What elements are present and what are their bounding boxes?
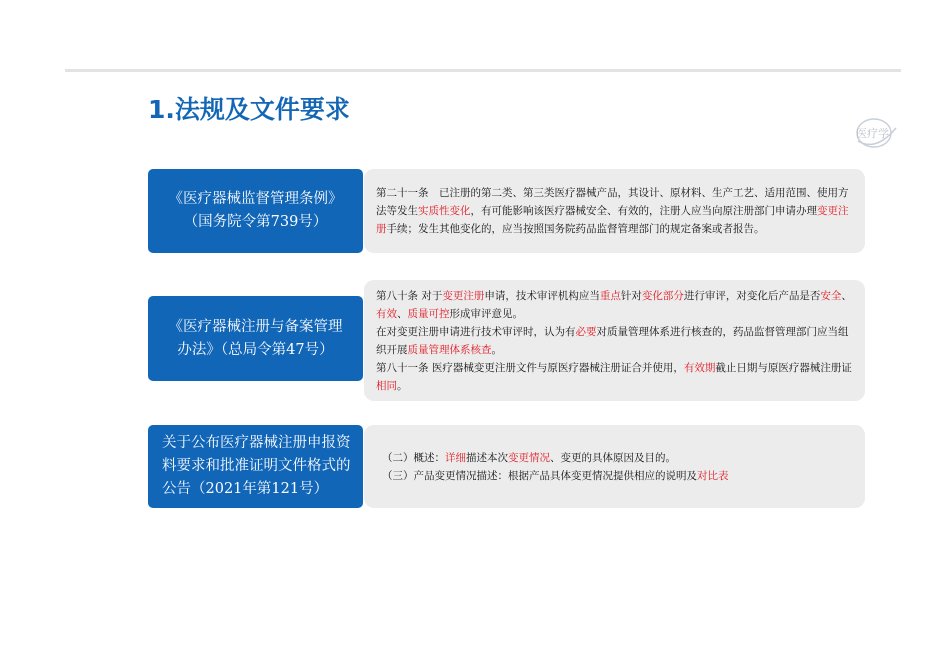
regulation-text-box-1 [364, 169, 865, 253]
highlighted-text: 详细 [445, 451, 466, 464]
page-title: 1.法规及文件要求 [148, 95, 350, 124]
paragraph-text: 手续；发生其他变化的，应当按照国务院药品监督管理部门的规定备案或者报告。 [386, 223, 765, 235]
highlighted-text: 质量可控 [407, 307, 450, 320]
highlighted-text: 变化部分 [641, 289, 684, 302]
regulation-paragraph [382, 449, 853, 467]
paragraph-text: 、 [841, 289, 852, 302]
regulation-title-2: 《医疗器械注册与备案管理办法》（总局令第47号） [168, 318, 343, 358]
regulation-paragraph [376, 184, 853, 238]
regulation-title-1: 《医疗器械监督管理条例》 （国务院令第739号） [168, 191, 343, 230]
regulation-label-3 [148, 425, 363, 508]
paragraph-text: 第八十一条 医疗器械变更注册文件与原医疗器械注册证合并使用， [376, 361, 684, 374]
paragraph-text: 第八十条 对于 [376, 289, 443, 302]
paragraph-text: 针对 [620, 289, 642, 302]
paragraph-text: 第二十一条 已注册的第二类、第三类医疗器械产品，其设计、原材料、生产工艺、适用范围、使用方法等发生 [376, 187, 849, 217]
highlighted-text: 安全 [820, 289, 842, 302]
highlighted-text: 变更注册 [376, 205, 849, 235]
regulation-title-3: 关于公布医疗器械注册申报资料要求和批准证明文件格式的公告（2021年第121号） [162, 435, 351, 497]
regulation-label-1 [148, 169, 363, 253]
highlighted-text: 重点 [599, 289, 621, 302]
highlighted-text: 必要 [575, 325, 597, 338]
regulation-paragraph [382, 467, 853, 485]
paragraph-text: （二）概述： [382, 451, 445, 464]
regulation-text-box-3 [364, 425, 865, 508]
highlighted-text: 实质性变化 [418, 205, 471, 217]
paragraph-text: 进行审评，对变化后产品是否 [683, 289, 821, 302]
paragraph-text: 在对变更注册申请进行技术审评时，认为有 [376, 325, 576, 338]
highlighted-text: 相同 [376, 379, 397, 392]
highlighted-text: 质量管理体系核查 [407, 343, 492, 356]
highlighted-text: 有效期 [683, 361, 716, 374]
regulation-paragraph [376, 323, 853, 359]
regulation-paragraph [376, 287, 853, 323]
paragraph-text: 、变更的具体原因及目的。 [550, 451, 676, 464]
logo-icon [852, 116, 902, 150]
paragraph-text: 描述本次 [466, 451, 508, 464]
svg-text:医疗学: 医疗学 [856, 127, 889, 140]
highlighted-text: 有效 [376, 307, 397, 320]
paragraph-text: 。 [491, 343, 502, 356]
highlighted-text: 对比表 [697, 469, 729, 482]
paragraph-text: 截止日期与原医疗器械注册证 [715, 361, 852, 374]
paragraph-text: ，有可能影响该医疗器械安全、有效的，注册人应当向原注册部门申请办理 [470, 205, 817, 217]
paragraph-text: 申请，技术审评机构应当 [484, 289, 600, 302]
highlighted-text: 变更情况 [508, 451, 550, 464]
regulation-text-box-2 [364, 280, 865, 401]
paragraph-text: （三）产品变更情况描述：根据产品具体变更情况提供相应的说明及 [382, 469, 697, 482]
paragraph-text: 对质量管理体系进行核查的，药品监督管理部门应当组织开展 [376, 325, 849, 356]
regulation-label-2 [148, 296, 363, 381]
paragraph-text: 。 [397, 379, 408, 392]
highlighted-text: 变更注册 [442, 289, 485, 302]
paragraph-text: 形成审评意见。 [449, 307, 523, 320]
regulation-paragraph [376, 359, 853, 395]
top-divider [65, 69, 901, 72]
paragraph-text: 、 [397, 307, 408, 320]
